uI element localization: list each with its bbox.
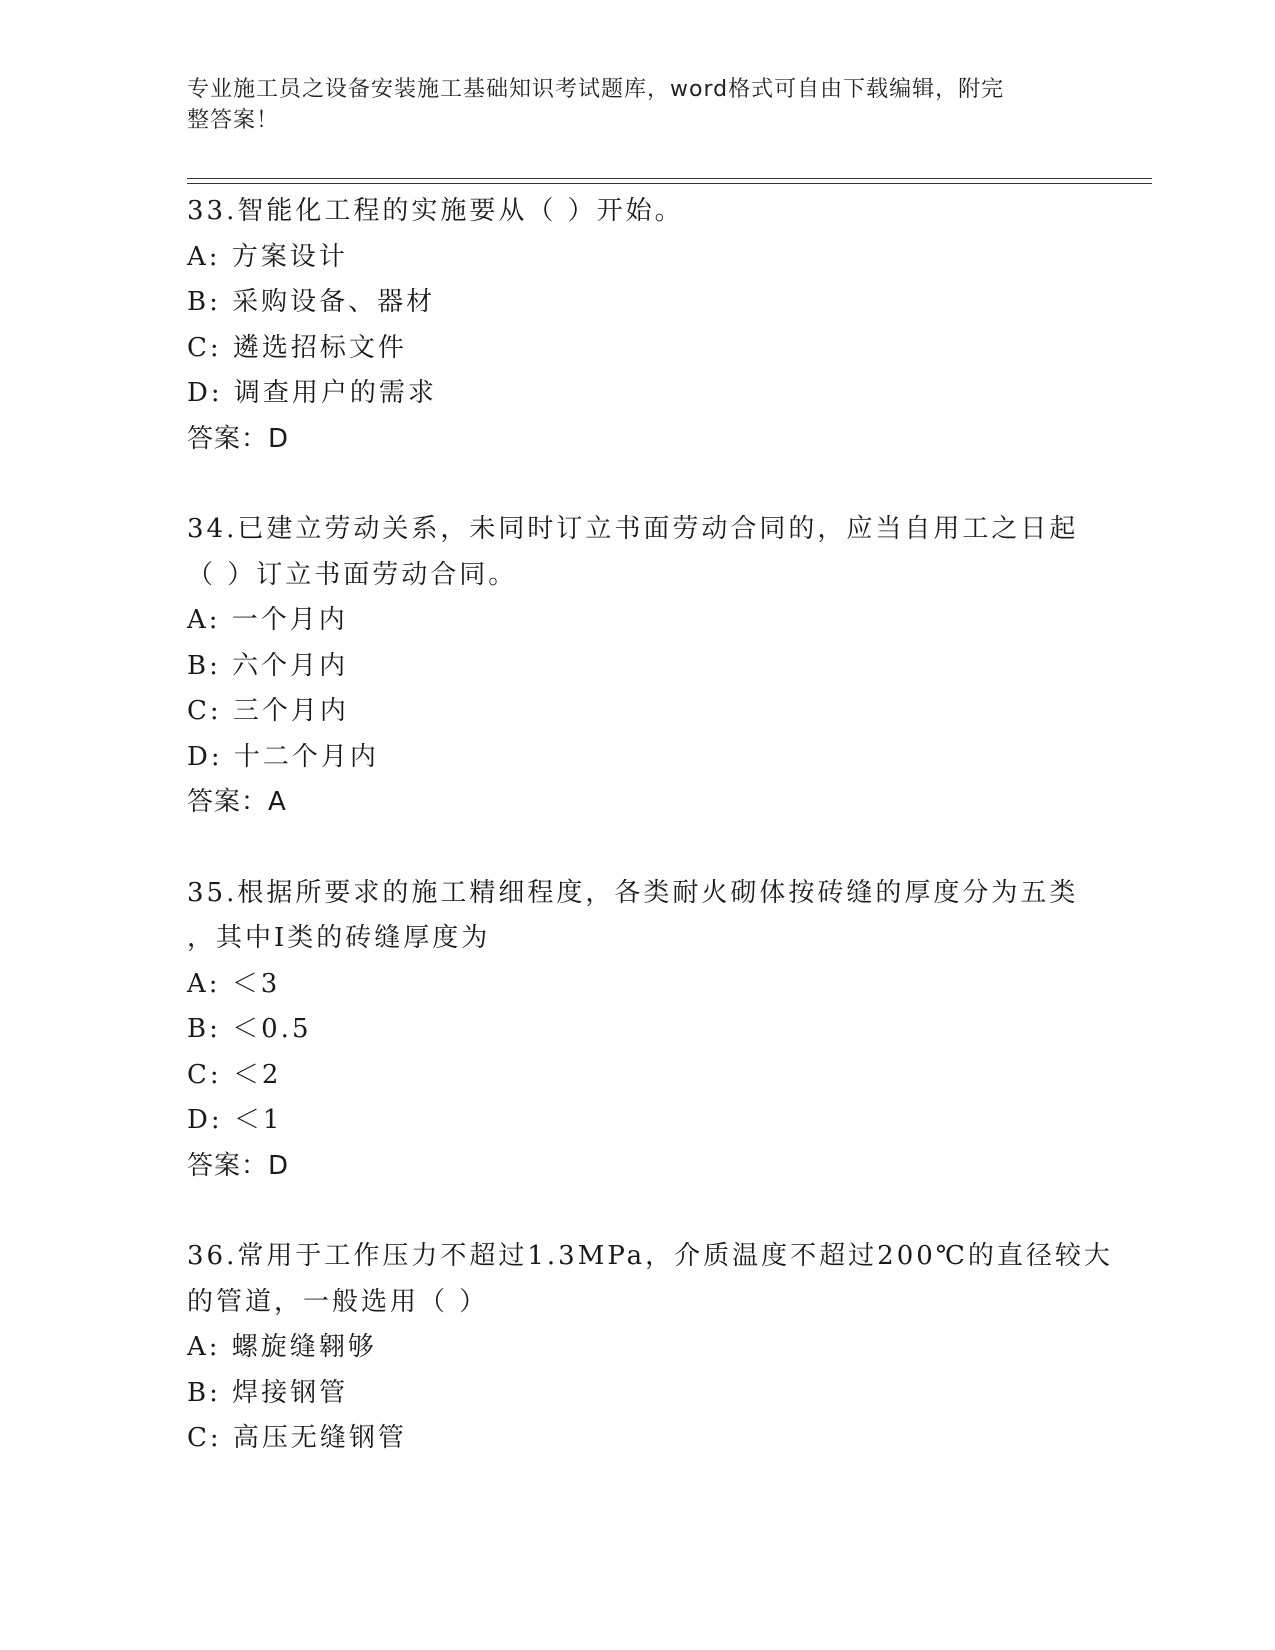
option-b: B: 采购设备、器材 [187, 287, 436, 317]
header-line-1: 专业施工员之设备安装施工基础知识考试题库，word格式可自由下载编辑，附完 [187, 77, 1005, 102]
option-a: A: 方案设计 [187, 241, 348, 272]
header-rule-top [187, 178, 1152, 179]
question-stem: 34.已建立劳动关系，未同时订立书面劳动合同的，应当自用工之日起 [187, 514, 1079, 544]
answer-label: 答案：A [187, 787, 287, 817]
question-34 [187, 507, 1087, 826]
page-header [187, 74, 1067, 136]
header-rule-bottom [187, 183, 1152, 184]
question-list [187, 189, 1113, 1507]
option-a: A: 一个月内 [187, 605, 348, 635]
question-36 [187, 1234, 1113, 1462]
answer-label: 答案：D [187, 423, 290, 454]
option-b: B: ＜0.5 [187, 1014, 312, 1044]
option-c: C: ＜2 [187, 1059, 282, 1090]
question-stem-continued: 的管道，一般选用（ ） [187, 1286, 489, 1317]
question-stem: 35.根据所要求的施工精细程度，各类耐火砌体按砖缝的厚度分为五类 [187, 877, 1079, 908]
question-33 [187, 189, 1087, 462]
option-a: A: 螺旋缝翱够 [187, 1332, 377, 1362]
option-c: C: 三个月内 [187, 696, 349, 726]
question-stem: 36.常用于工作压力不超过1.3MPa，介质温度不超过200℃的直径较大 [187, 1241, 1113, 1271]
option-b: B: 六个月内 [187, 650, 349, 681]
question-stem-continued: （ ）订立书面劳动合同。 [187, 559, 518, 590]
option-d: D: 调查用户的需求 [187, 378, 437, 408]
question-stem: 33.智能化工程的实施要从（ ）开始。 [187, 196, 684, 226]
question-stem-continued: ，其中Ⅰ类的砖缝厚度为 [187, 923, 491, 953]
option-a: A: ＜3 [187, 968, 281, 999]
answer-label: 答案：D [187, 1150, 290, 1181]
option-b: B: 焊接钢管 [187, 1377, 349, 1408]
option-c: C: 遴选招标文件 [187, 332, 407, 363]
option-d: D: 十二个月内 [187, 741, 379, 772]
option-c: C: 高压无缝钢管 [187, 1423, 407, 1453]
header-line-2: 整答案！ [187, 108, 280, 133]
option-d: D: ＜1 [187, 1105, 283, 1135]
question-35 [187, 871, 1087, 1190]
